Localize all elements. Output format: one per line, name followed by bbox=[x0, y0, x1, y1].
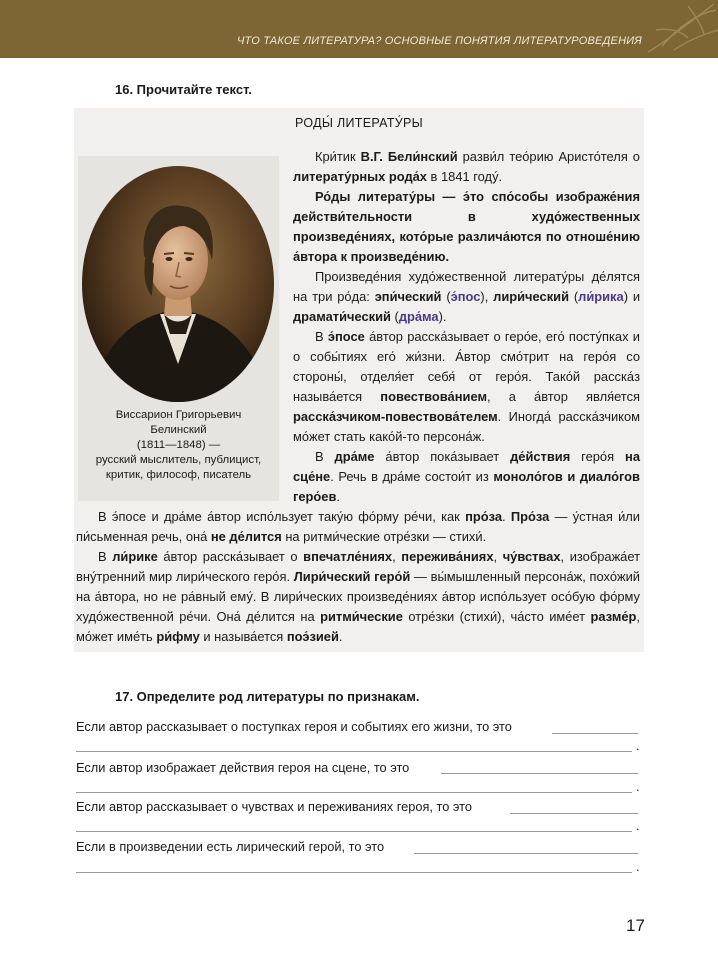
answer-line[interactable] bbox=[76, 831, 632, 832]
reading-panel bbox=[74, 108, 644, 652]
paragraph-genres: Произведе́ния худо́жественной литерату́ры де́лятся на три ро́да: эпи́ческий (э́пос), лири́ческий (ли́рика) и драмати́ческий (дра́ма). bbox=[293, 269, 641, 324]
quill-and-scroll-icon bbox=[628, 0, 718, 58]
caption-line: Белинский bbox=[150, 424, 207, 436]
text-column-right bbox=[293, 147, 640, 507]
text-full-width bbox=[76, 507, 640, 647]
caption-line: критик, философ, писатель bbox=[105, 469, 252, 481]
answer-line[interactable] bbox=[76, 792, 632, 793]
caption-line: Виссарион Григорьевич bbox=[115, 409, 242, 421]
task-17-title: 17. Определите род литературы по признакам. bbox=[115, 689, 420, 704]
paragraph-drama: В дра́ме а́втор пока́зывает де́йствия геро́я на сце́не. Речь в дра́ме состои́т из моноло́гов и диало́гов геро́ев. bbox=[293, 449, 640, 504]
panel-title: РОДЫ́ ЛИТЕРАТУ́РЫ bbox=[294, 116, 424, 130]
paragraph-epic: В э́посе а́втор расска́зывает о геро́е, его́ посту́пках и о собы́тиях его́ жи́зни. А́втор смо́трит на геро́я со стороны́, отделя́ет себя́ от геро́я. Тако́й расска́з называ́ется повествова́нием, а а́втор явля́ется расска́зчиком-повествова́телем. Иногда́ расска́зчиком мо́жет стать како́й-то персона́ж. bbox=[293, 329, 640, 444]
paragraph-prose: В э́посе и дра́ме а́втор испо́льзует таку́ю фо́рму ре́чи, как про́за. Про́за — у́стная и́ли пи́сьменная речь, она́ не де́лится на ритми́ческие отре́зки — стихи́. bbox=[76, 509, 640, 544]
period: . bbox=[636, 738, 640, 753]
belinsky-portrait bbox=[80, 164, 277, 404]
portrait-caption bbox=[78, 408, 279, 483]
running-title: ЧТО ТАКОЕ ЛИТЕРАТУРА? ОСНОВНЫЕ ПОНЯТИЯ ЛИТЕРАТУРОВЕДЕНИЯ bbox=[236, 35, 642, 47]
paragraph-lyric: В ли́рике а́втор расска́зывает о впечатле́ниях, пережива́ниях, чу́вствах, изобража́ет вну́тренний мир лири́ческого геро́я. Лири́ческий геро́й — вы́мышленный персона́ж, похо́жий на а́втора, но не ра́вный ему́. В лири́ческих произведе́ниях а́втор испо́льзует осо́бую фо́рму худо́жественной ре́чи. Она́ де́лится на ритми́ческие отре́зки (стихи́), ча́сто име́ет разме́р, мо́жет име́ть ри́фму и называ́ется поэ́зией. bbox=[76, 549, 641, 644]
paragraph-definition: Ро́ды литерату́ры — э́то спо́собы изображе́ния действи́тельности в худо́жественных произведе́ниях, кото́рые различа́ются по отноше́нию а́втора к произведе́нию. bbox=[293, 189, 640, 264]
question-text: Если в произведении есть лирический герой, то это bbox=[76, 839, 385, 854]
answer-line[interactable] bbox=[414, 853, 638, 854]
answer-line[interactable] bbox=[552, 733, 638, 734]
portrait-box bbox=[78, 156, 279, 501]
paragraph-intro: Кри́тик В.Г. Бели́нский разви́л тео́рию Аристо́теля о литерату́рных рода́х в 1841 году́. bbox=[293, 149, 640, 184]
period: . bbox=[636, 859, 640, 874]
question-text: Если автор изображает действия героя на сцене, то это bbox=[76, 760, 410, 775]
task-16-title: 16. Прочитайте текст. bbox=[115, 82, 252, 97]
period: . bbox=[636, 818, 640, 833]
answer-line[interactable] bbox=[76, 751, 632, 752]
caption-line: (1811—1848) — bbox=[136, 439, 221, 451]
header-bar bbox=[0, 0, 718, 58]
answer-line[interactable] bbox=[76, 872, 632, 873]
caption-line: русский мыслитель, публицист, bbox=[95, 454, 262, 466]
answer-line[interactable] bbox=[441, 773, 638, 774]
answer-line[interactable] bbox=[510, 813, 638, 814]
page-number: 17 bbox=[626, 916, 645, 935]
question-text: Если автор рассказывает о поступках героя и событиях его жизни, то это bbox=[76, 719, 512, 734]
period: . bbox=[636, 779, 640, 794]
question-text: Если автор рассказывает о чувствах и переживаниях героя, то это bbox=[76, 799, 472, 814]
